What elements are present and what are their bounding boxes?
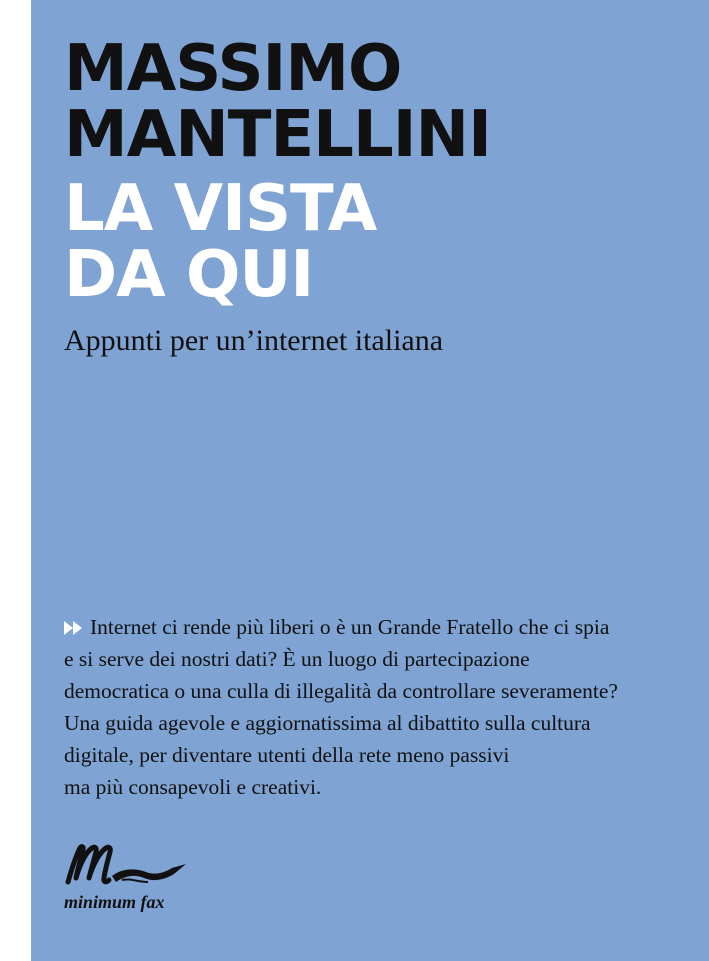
blurb-line-1: [64, 611, 694, 643]
author-last-name: MANTELLINI: [64, 98, 491, 172]
minimum-fax-logo-icon: [62, 838, 192, 892]
blurb-line-1-text: Internet ci rende più liberi o è un Grande Fratello che ci spia: [90, 615, 610, 639]
blurb-line-3: democratica o una culla di illegalità da controllare severamente?: [64, 679, 618, 703]
book-subtitle: Appunti per un’internet italiana: [64, 324, 444, 357]
blurb-line-5: digitale, per diventare utenti della rete meno passivi: [64, 743, 510, 767]
book-title: [64, 172, 377, 312]
double-play-icon: [64, 620, 84, 636]
author-first-name: MASSIMO: [64, 32, 402, 106]
blurb-line-6: ma più consapevoli e creativi.: [64, 775, 322, 799]
blurb-line-4: Una guida agevole e aggiornatissima al dibattito sulla cultura: [64, 711, 591, 735]
blurb-line-2: e si serve dei nostri dati? È un luogo di partecipazione: [64, 647, 530, 671]
blurb-text: [64, 611, 694, 803]
title-line-1: LA VISTA: [64, 172, 377, 246]
author-name: [64, 32, 491, 172]
book-cover: [31, 0, 709, 961]
publisher-name: minimum fax: [64, 892, 165, 912]
publisher-logo: [62, 838, 192, 918]
title-line-2: DA QUI: [64, 238, 314, 312]
